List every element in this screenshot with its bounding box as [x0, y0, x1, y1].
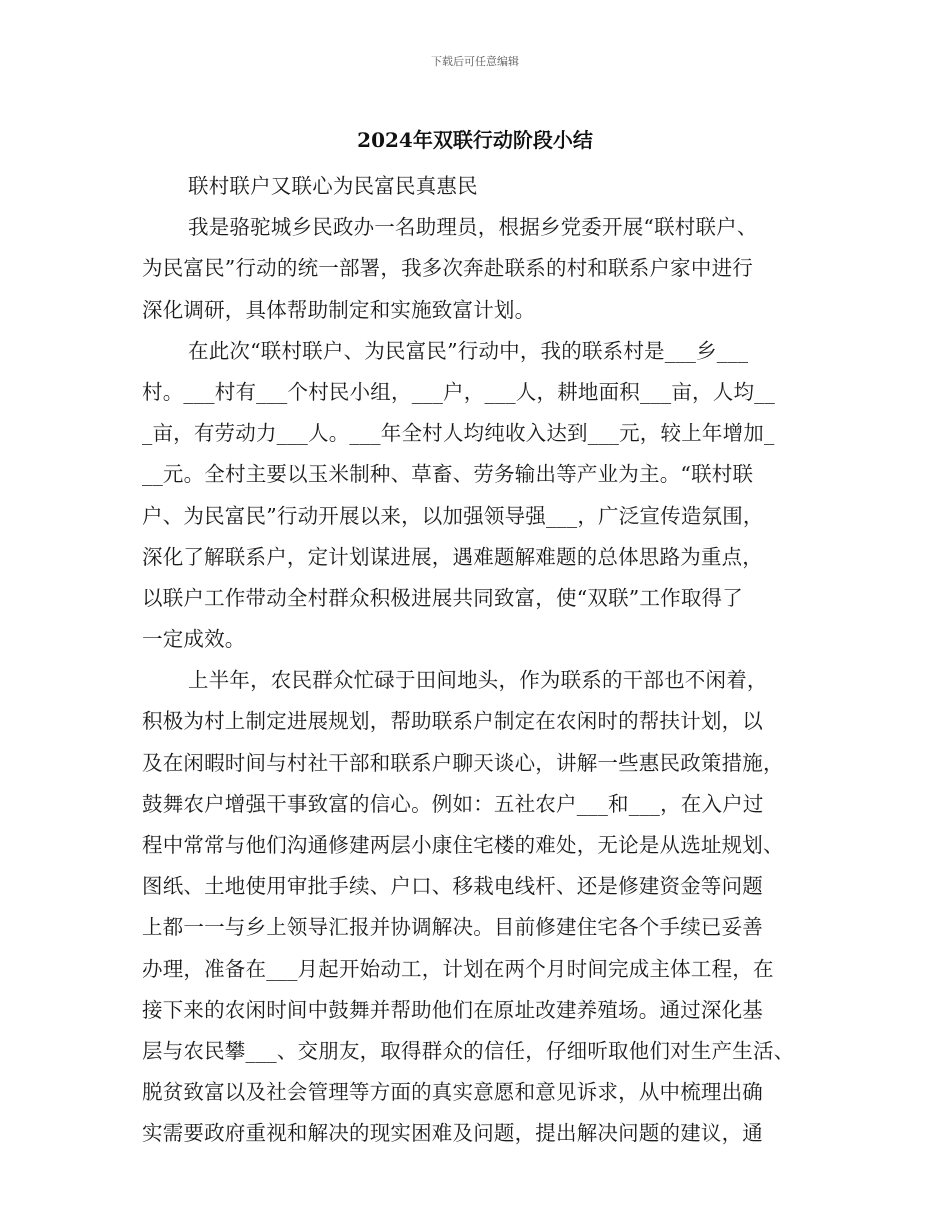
text-line: 程中常常与他们沟通修建两层小康住宅楼的难处，无论是从选址规划、: [142, 833, 784, 857]
text-line: 鼓舞农户增强干事致富的信心。例如：五社农户___和___，在入户过: [142, 791, 764, 816]
text-line: 实需要政府重视和解决的现实困难及问题，提出解决问题的建议，通: [142, 1121, 763, 1146]
text-line: 及在闲暇时间与村社干部和联系户聊天谈心，讲解一些惠民政策措施，: [142, 750, 784, 775]
header-note: 下载后可任意编辑: [431, 55, 519, 68]
document-title: 2024年双联行动阶段小结: [357, 128, 593, 152]
text-line: 接下来的农闲时间中鼓舞并帮助他们在原址改建养殖场。通过深化基: [142, 997, 763, 1022]
text-line: 上都一一与乡上领导汇报并协调解决。目前修建住宅各个手续已妥善: [142, 915, 763, 940]
text-line: _亩，有劳动力___人。___年全村人均纯收入达到___元，较上年增加_: [142, 421, 775, 446]
text-line: 深化了解联系户，定计划谋进展，遇难题解难题的总体思路为重点，: [142, 544, 763, 569]
text-line: 在此次“联村联户、为民富民”行动中，我的联系村是___乡___: [188, 338, 749, 363]
text-line: 上半年，农民群众忙碌于田间地头，作为联系的干部也不闲着，: [188, 668, 768, 693]
text-line: 一定成效。: [142, 627, 246, 652]
text-line: 积极为村上制定进展规划，帮助联系户制定在农闲时的帮扶计划，以: [142, 709, 763, 734]
document-body: [142, 166, 812, 1155]
text-line: 以联户工作带动全村群众积极进展共同致富，使“双联”工作取得了: [142, 585, 743, 610]
text-line: 层与农民攀___、交朋友，取得群众的信任，仔细听取他们对生产生活、: [142, 1038, 795, 1063]
text-line: 为民富民”行动的统一部署，我多次奔赴联系的村和联系户家中进行: [142, 256, 753, 281]
text-line: 办理，准备在___月起开始动工，计划在两个月时间完成主体工程，在: [142, 956, 774, 981]
text-line: 图纸、土地使用审批手续、户口、移栽电线杆、还是修建资金等问题: [142, 874, 763, 899]
text-line: 我是骆驼城乡民政办一名助理员，根据乡党委开展“联村联户、: [188, 215, 758, 240]
text-line: 深化调研，具体帮助制定和实施致富计划。: [142, 297, 536, 322]
text-line: 联村联户又联心为民富民真惠民: [188, 174, 478, 198]
text-line: __元。全村主要以玉米制种、草畜、劳务输出等产业为主。“联村联: [142, 462, 754, 487]
text-line: 户、为民富民”行动开展以来，以加强领导强___，广泛宣传造氛围，: [142, 503, 764, 528]
text-line: 村。___村有___个村民小组，___户，___人，耕地面积___亩，人均__: [142, 379, 776, 404]
text-line: 脱贫致富以及社会管理等方面的真实意愿和意见诉求，从中梳理出确: [142, 1080, 763, 1105]
